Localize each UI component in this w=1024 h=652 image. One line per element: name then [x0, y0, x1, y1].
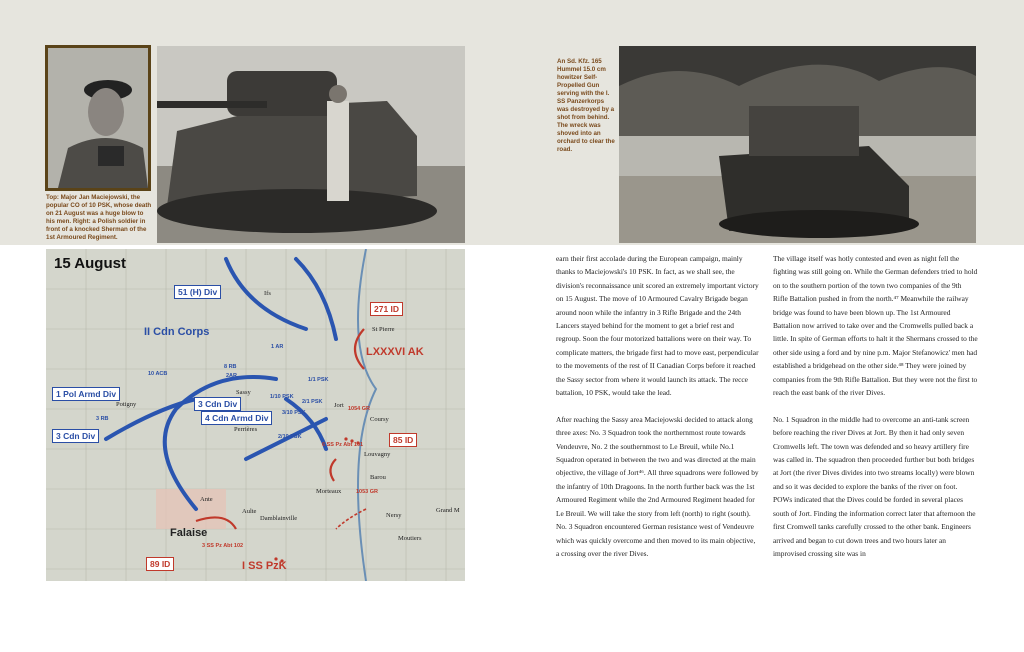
sherman-tank-photo [157, 46, 465, 243]
town-label: Morteaux [316, 488, 342, 495]
caption-left: Top: Major Jan Maciejowski, the popular CO of 10 PSK, whose death on 21 August was a huge blow to his men. Right: a Polish soldier in front of a knocked Sherman of the 1st Armoured Regiment. [46, 194, 152, 241]
town-label: Ifs [264, 290, 271, 297]
unit-label: 89 ID [146, 557, 174, 571]
text-column-1 [556, 252, 759, 560]
town-label: Moutiers [398, 535, 422, 542]
unit-label: LXXXVI AK [366, 346, 424, 358]
battle-map [46, 249, 465, 581]
unit-label: 1 Pol Armd Div [52, 387, 120, 401]
town-label: Jort [334, 402, 344, 409]
unit-label: 10 ACB [148, 371, 168, 377]
caption-right: An Sd. Kfz. 165 Hummel 15.0 cm howitzer Self-Propelled Gun serving with the I. SS Panzerkorps was destroyed by a shot from behind. The wreck was shoved into an orchard to clear the road. [557, 58, 615, 153]
unit-label: 1/10 PSK [270, 394, 294, 400]
paragraph: No. 1 Squadron in the middle had to overcome an anti-tank screen before reaching the river Dives at Jort. By then it had only seven Cromwells left. The town was defended and so heavy artillery fire was called in. The squadron then proceeded further but both bridges at Jort (the river Dives divides into two streams locally) were blown and so it was decided to explore the banks of the river on foot. POWs indicated that the Dives could be forded in several places south of Jort. Finding the information correct later that afternoon the first Cromwell tanks carefully crossed to the other bank. Engineers arrived and began to cut down trees and two hours later an improvised crossing site was in [773, 414, 976, 558]
town-label: Coursy [370, 416, 389, 423]
town-label: Potigny [116, 401, 137, 408]
unit-label: 1054 GR [348, 406, 371, 412]
unit-label: II Cdn Corps [144, 326, 210, 338]
unit-label: 2/10 PSK [278, 434, 302, 440]
town-label: Louvagny [364, 451, 391, 458]
unit-label: 1 AR [271, 344, 284, 350]
town-label: Sassy [236, 389, 251, 396]
unit-label: 271 ID [370, 302, 403, 316]
town-label: Nersy [386, 512, 402, 519]
unit-label: 1/1 PSK [308, 377, 329, 383]
unit-label: 3 SS Pz Abt 102 [202, 543, 244, 549]
unit-label: 6 SS Pz Abt 101 [322, 442, 364, 448]
paragraph: The village itself was hotly contested and even as night fell the fighting was still going on. While the German defenders tried to hold on to the southern portion of the town two companies of the 9th Rifle Battalion pushed in from the north.⁴⁷ Meanwhile the railway bridge was found to have been blown up. The 1st Armoured Battalion now arrived to take over and the Cromwells pulled back a little. In spite of German efforts to halt it the Shermans crossed to the other side using a ford and by nine p.m. Major Stefanowicz' men had established a bridgehead on the other side.⁴⁸ They were joined by companies from the 9th Rifle Battalion. But they were not the first to reach the east bank of the river Dives. [773, 254, 978, 398]
map-title: 15 August [54, 255, 126, 272]
town-label: Aulte [242, 508, 257, 515]
unit-label: 3/10 PSK [282, 410, 306, 416]
town-label: Grand M [436, 507, 460, 514]
paragraph: After reaching the Sassy area Maciejowski decided to attack along three axes: No. 3 Squadron took the northernmost route towards Vendeuvre, No. 2 the southernmost to Le Breuil, while No.1 Squadron operated in between the two and was directed at the main objective, the village of Jort⁴⁶. All three squadrons were followed by the infantry of 10th Dragoons. In the north further back was the 1st Armoured Regiment while the 2nd Armoured Regiment headed for Le Breuil. We will take the story from left (north) to right (south). No. 3 Squadron encountered German resistance west of Vendeuvre which was quickly overcome and then moved to its main objective, a crossing over the river Dives. [556, 414, 759, 558]
unit-label: 4 Cdn Armd Div [201, 411, 272, 425]
town-label: Ante [200, 496, 213, 503]
unit-label: 8 RB [224, 364, 237, 370]
town-label: Damblainville [260, 515, 298, 522]
unit-label: 3 RB [96, 416, 109, 422]
unit-label: 51 (H) Div [174, 285, 221, 299]
text-column-2 [773, 252, 978, 560]
town-label: Perrières [234, 426, 258, 433]
unit-label: 2AR [226, 373, 238, 379]
unit-label: 1053 GR [356, 489, 379, 495]
paragraph: earn their first accolade during the European campaign, mainly thanks to Maciejowski's 10 PSK. In fact, as we shall see, the division's reconnaissance unit scored an extremely important victory on 15 August. The move of 10 Armoured Cavalry Brigade began around noon while the infantry in 3 Rifle Brigade and the 24th Lancers stayed behind for the moment to get a brief rest and regroup. Soon the four motorized battalions were on their way. To complicate matters, the brigade first had to move east, perpendicular to the movements of the rest of II Canadian Corps before it reached the Sassy sector from where it would launch its attack. The recce battalion, 10 PSK, would take the lead. [556, 254, 759, 398]
unit-label: 2/1 PSK [302, 399, 323, 405]
portrait-photo [45, 45, 151, 191]
town-label: Barou [370, 474, 386, 481]
unit-label: 3 Cdn Div [194, 397, 241, 411]
town-label: Falaise [170, 527, 208, 539]
unit-label: I SS PzK [242, 560, 287, 572]
hummel-wreck-photo [619, 46, 976, 243]
unit-label: 85 ID [389, 433, 417, 447]
unit-label: 3 Cdn Div [52, 429, 99, 443]
town-label: St Pierre [372, 326, 395, 333]
